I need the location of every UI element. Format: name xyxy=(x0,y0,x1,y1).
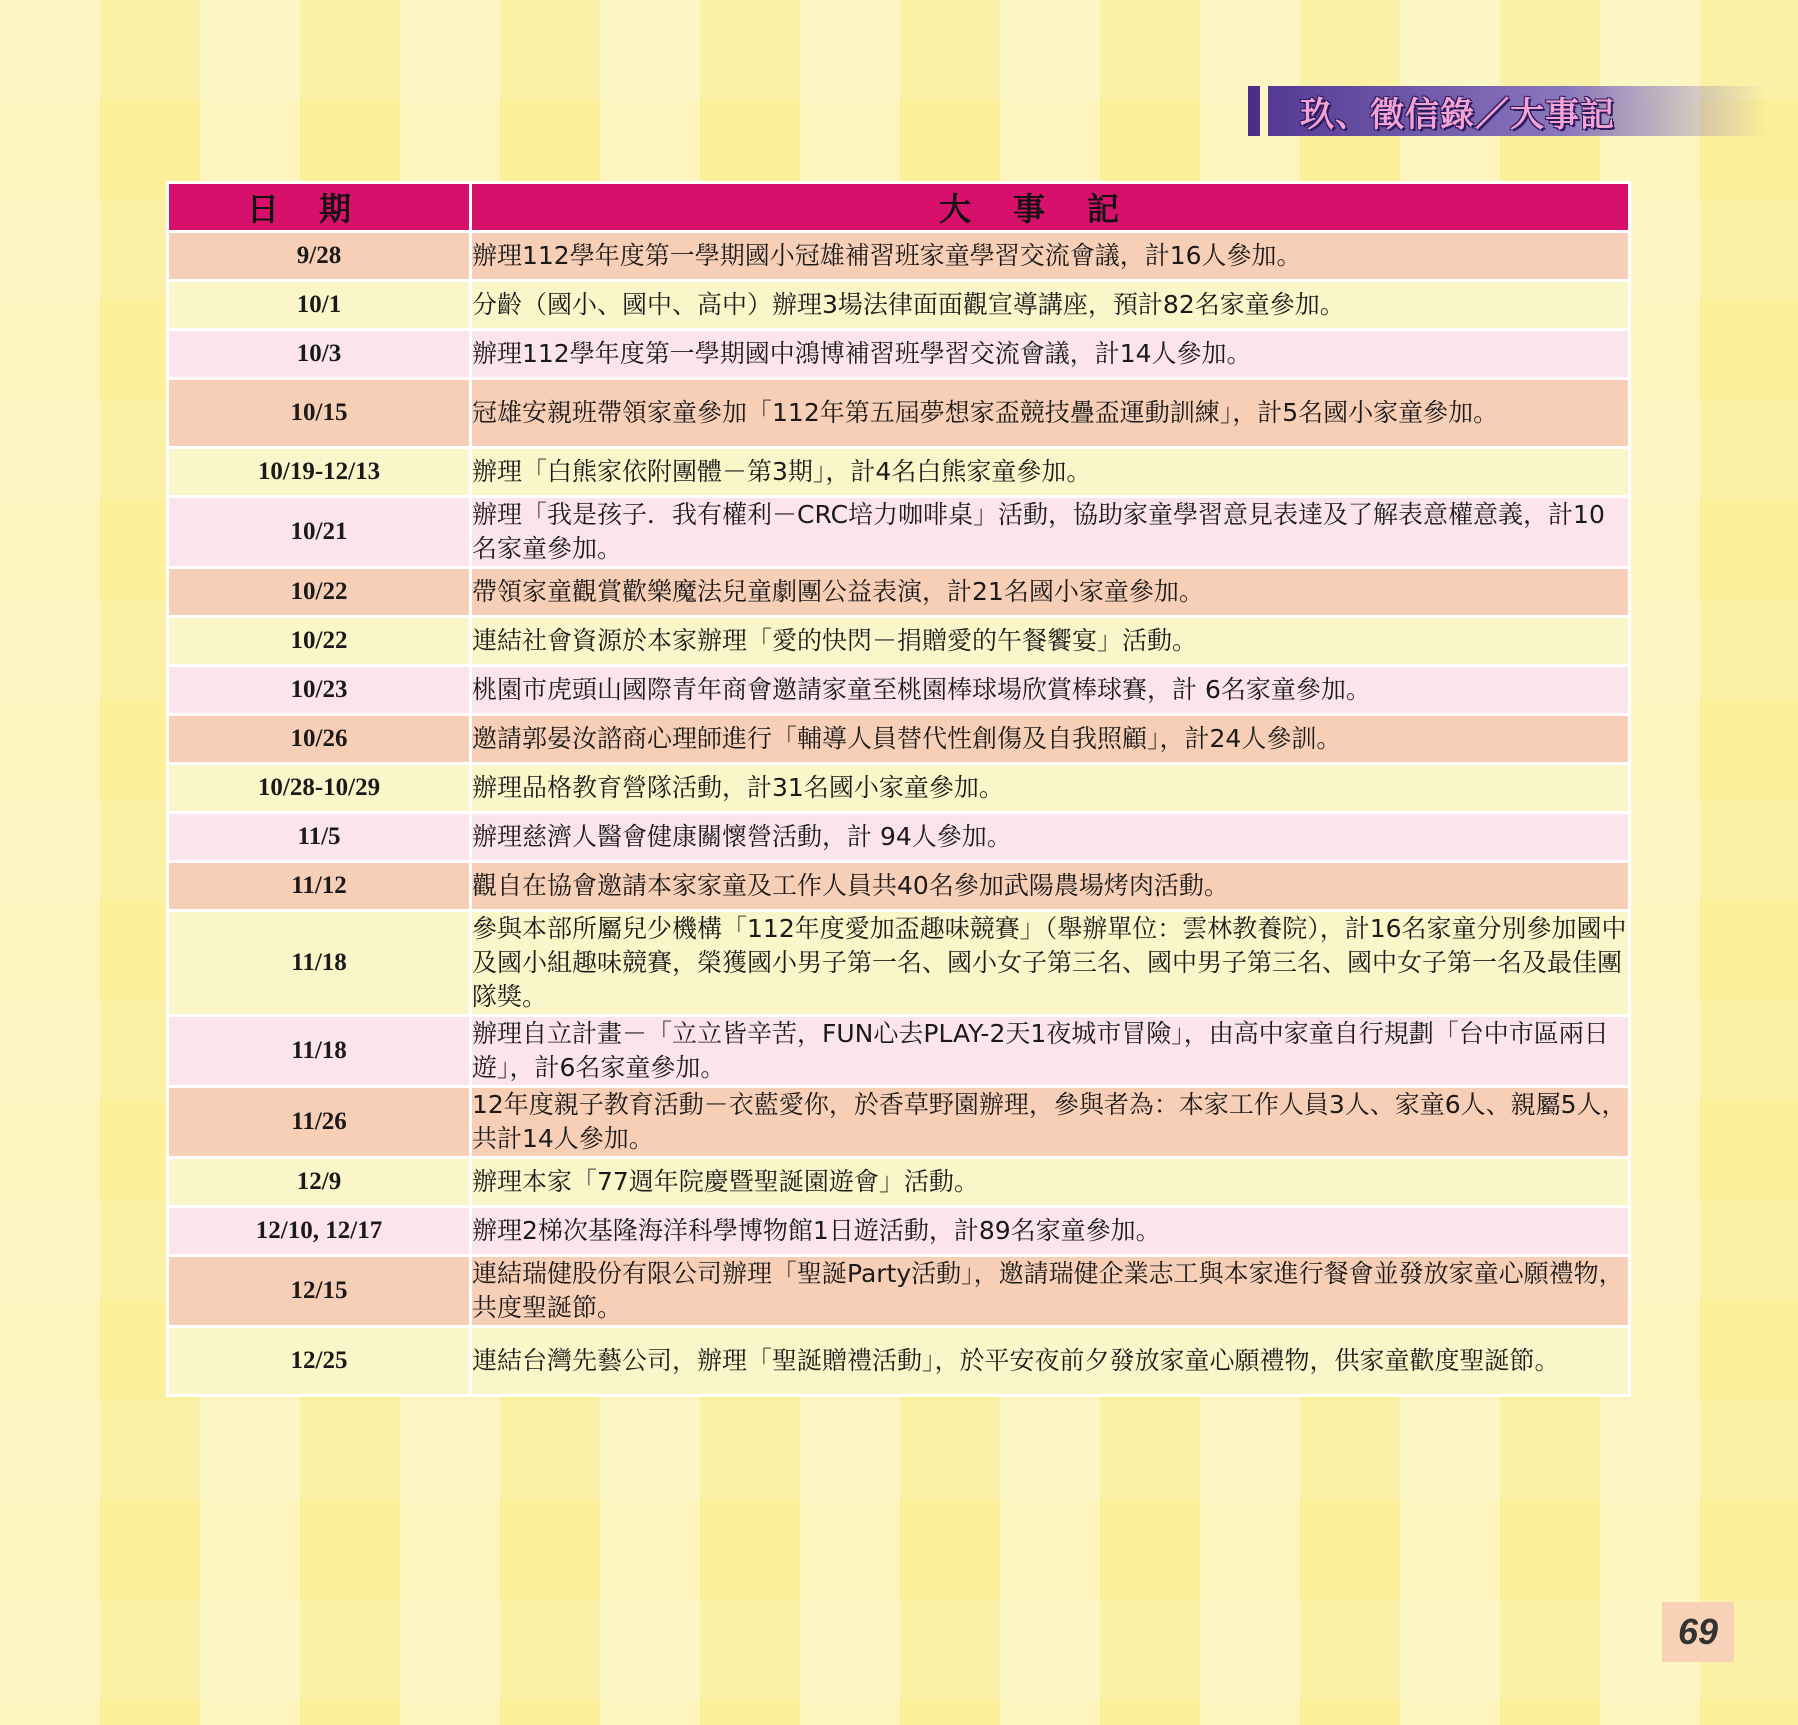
table-row xyxy=(169,1257,1628,1325)
table-row xyxy=(169,863,1628,909)
table-row xyxy=(169,716,1628,762)
date-cell: 12/15 xyxy=(169,1257,469,1325)
banner-body xyxy=(1268,86,1768,136)
events-table xyxy=(166,181,1631,1397)
date-cell: 11/26 xyxy=(169,1088,469,1156)
event-cell: 連結台灣先藝公司，辦理「聖誕贈禮活動」，於平安夜前夕發放家童心願禮物，供家童歡度聖誕節。 xyxy=(472,1328,1628,1394)
date-cell: 12/25 xyxy=(169,1328,469,1394)
event-cell: 辦理慈濟人醫會健康關懷營活動，計 94人參加。 xyxy=(472,814,1628,860)
event-cell: 辦理品格教育營隊活動，計31名國小家童參加。 xyxy=(472,765,1628,811)
event-cell: 12年度親子教育活動－衣藍愛你，於香草野園辦理，參與者為：本家工作人員3人、家童6人、親屬5人，共計14人參加。 xyxy=(472,1088,1628,1156)
date-cell: 10/26 xyxy=(169,716,469,762)
table-row xyxy=(169,1208,1628,1254)
section-title-banner xyxy=(1248,86,1768,136)
table-row xyxy=(169,912,1628,1014)
event-cell: 辦理本家「77週年院慶暨聖誕園遊會」活動。 xyxy=(472,1159,1628,1205)
date-cell: 10/3 xyxy=(169,331,469,377)
event-cell: 辦理自立計畫－「立立皆辛苦，FUN心去PLAY-2天1夜城市冒險」，由高中家童自行規劃「台中市區兩日遊」，計6名家童參加。 xyxy=(472,1017,1628,1085)
date-cell: 10/23 xyxy=(169,667,469,713)
date-cell: 10/22 xyxy=(169,618,469,664)
table-row xyxy=(169,618,1628,664)
event-cell: 邀請郭晏汝諮商心理師進行「輔導人員替代性創傷及自我照顧」，計24人參訓。 xyxy=(472,716,1628,762)
table-row xyxy=(169,380,1628,446)
event-column-header: 大事記 xyxy=(472,184,1628,230)
banner-accent-bar xyxy=(1248,86,1260,136)
date-cell: 10/28-10/29 xyxy=(169,765,469,811)
date-cell: 10/22 xyxy=(169,569,469,615)
page-number: 69 xyxy=(1662,1602,1734,1662)
table-row xyxy=(169,667,1628,713)
date-cell: 11/5 xyxy=(169,814,469,860)
event-cell: 連結瑞健股份有限公司辦理「聖誕Party活動」，邀請瑞健企業志工與本家進行餐會並發放家童心願禮物，共度聖誕節。 xyxy=(472,1257,1628,1325)
date-cell: 10/15 xyxy=(169,380,469,446)
date-column-header: 日期 xyxy=(169,184,469,230)
date-cell: 12/10, 12/17 xyxy=(169,1208,469,1254)
date-cell: 11/18 xyxy=(169,912,469,1014)
event-cell: 辦理2梯次基隆海洋科學博物館1日遊活動，計89名家童參加。 xyxy=(472,1208,1628,1254)
section-title: 玖、徵信錄／大事記 xyxy=(1300,94,1615,135)
date-cell: 11/12 xyxy=(169,863,469,909)
event-cell: 冠雄安親班帶領家童參加「112年第五屆夢想家盃競技疊盃運動訓練」，計5名國小家童參加。 xyxy=(472,380,1628,446)
table-header-row xyxy=(169,184,1628,230)
table-row xyxy=(169,331,1628,377)
table-row xyxy=(169,814,1628,860)
table-row xyxy=(169,233,1628,279)
table-row xyxy=(169,569,1628,615)
date-cell: 11/18 xyxy=(169,1017,469,1085)
table-row xyxy=(169,1088,1628,1156)
event-cell: 觀自在協會邀請本家家童及工作人員共40名參加武陽農場烤肉活動。 xyxy=(472,863,1628,909)
event-cell: 參與本部所屬兒少機構「112年度愛加盃趣味競賽」（舉辦單位：雲林教養院），計16名家童分別參加國中及國小組趣味競賽，榮獲國小男子第一名、國小女子第三名、國中男子第三名、國中女子第一名及最佳團隊獎。 xyxy=(472,912,1628,1014)
date-cell: 10/21 xyxy=(169,498,469,566)
date-cell: 12/9 xyxy=(169,1159,469,1205)
table-row xyxy=(169,1159,1628,1205)
event-cell: 辦理112學年度第一學期國中鴻博補習班學習交流會議，計14人參加。 xyxy=(472,331,1628,377)
table-row xyxy=(169,498,1628,566)
table-body xyxy=(169,233,1628,1394)
date-cell: 10/1 xyxy=(169,282,469,328)
date-cell: 9/28 xyxy=(169,233,469,279)
event-cell: 辦理「白熊家依附團體－第3期」，計4名白熊家童參加。 xyxy=(472,449,1628,495)
event-cell: 分齡（國小、國中、高中）辦理3場法律面面觀宣導講座，預計82名家童參加。 xyxy=(472,282,1628,328)
event-cell: 桃園市虎頭山國際青年商會邀請家童至桃園棒球場欣賞棒球賽，計 6名家童參加。 xyxy=(472,667,1628,713)
event-cell: 辦理112學年度第一學期國小冠雄補習班家童學習交流會議，計16人參加。 xyxy=(472,233,1628,279)
date-cell: 10/19-12/13 xyxy=(169,449,469,495)
table-row xyxy=(169,282,1628,328)
table-row xyxy=(169,1017,1628,1085)
table-row xyxy=(169,449,1628,495)
event-cell: 帶領家童觀賞歡樂魔法兒童劇團公益表演，計21名國小家童參加。 xyxy=(472,569,1628,615)
table-row xyxy=(169,1328,1628,1394)
event-cell: 連結社會資源於本家辦理「愛的快閃－捐贈愛的午餐饗宴」活動。 xyxy=(472,618,1628,664)
event-cell: 辦理「我是孩子．我有權利－CRC培力咖啡桌」活動，協助家童學習意見表達及了解表意權意義，計10名家童參加。 xyxy=(472,498,1628,566)
table-row xyxy=(169,765,1628,811)
